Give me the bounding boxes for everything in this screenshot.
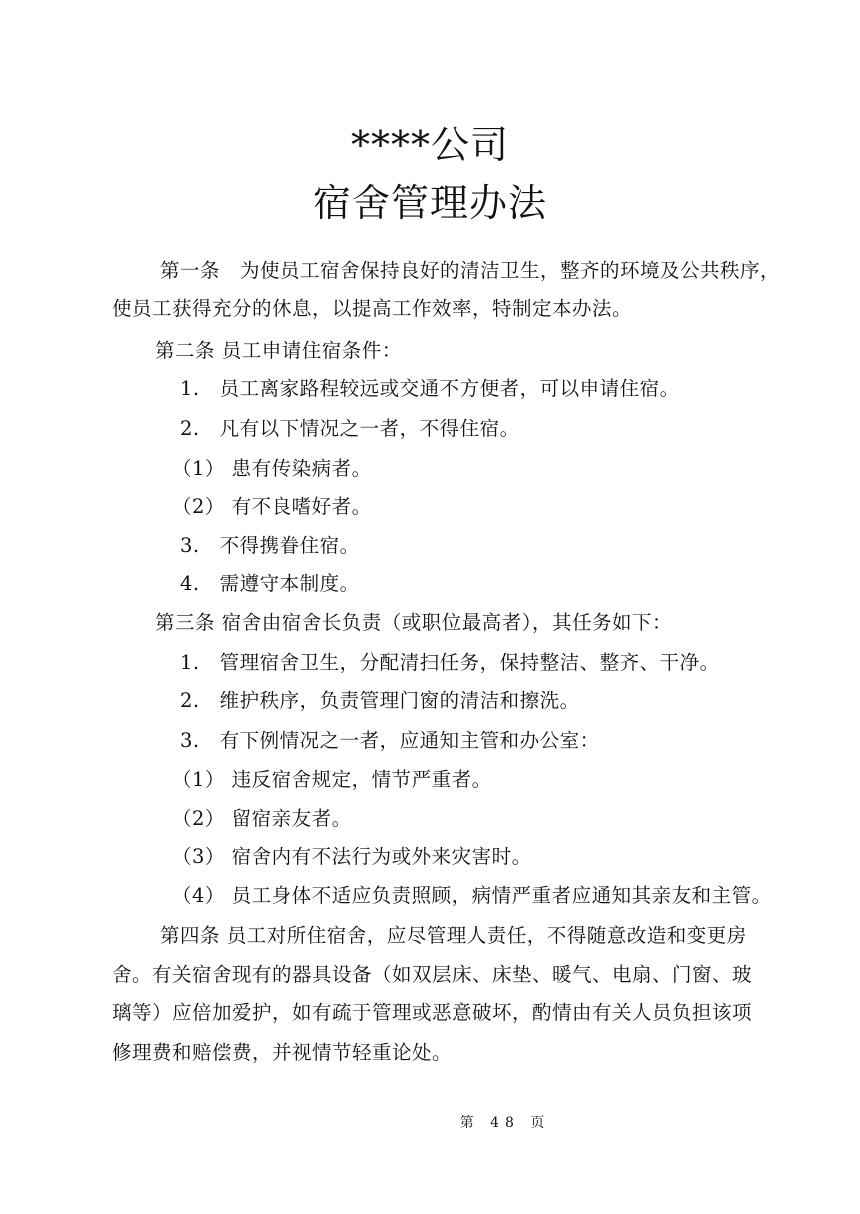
article-3-item-2: 2. 维护秩序，负责管理门窗的清洁和擦洗。	[180, 689, 580, 712]
article-3-subitem-1: （1） 违反宿舍规定，情节严重者。	[172, 768, 492, 791]
article-2-item-2: 2. 凡有以下情况之一者，不得住宿。	[180, 417, 520, 440]
article-4-line-4: 修理费和赔偿费，并视情节轻重论处。	[112, 1041, 453, 1064]
company-title: ****公司	[350, 123, 509, 167]
article-3-item-1: 1. 管理宿舍卫生，分配清扫任务，保持整洁、整齐、干净。	[180, 651, 720, 674]
page-number: 第 48 页	[459, 1115, 551, 1131]
article-2-item-3: 3. 不得携眷住宿。	[180, 534, 360, 557]
article-2-heading: 第二条 员工申请住宿条件：	[155, 339, 402, 362]
article-3-subitem-2: （2） 留宿亲友者。	[172, 807, 352, 830]
article-4-line-1: 第四条 员工对所住宿舍，应尽管理人责任，不得随意改造和变更房	[160, 924, 747, 947]
article-4-line-2: 舍。有关宿舍现有的器具设备（如双层床、床垫、暖气、电扇、门窗、玻	[112, 963, 753, 986]
article-4-line-3: 璃等）应倍加爱护，如有疏于管理或恶意破坏，酌情由有关人员负担该项	[112, 1001, 753, 1024]
article-1-line-2: 使员工获得充分的休息，以提高工作效率，特制定本办法。	[112, 297, 633, 320]
article-2-item-1: 1. 员工离家路程较远或交通不方便者，可以申请住宿。	[180, 377, 680, 400]
article-3-item-3: 3. 有下例情况之一者，应通知主管和办公室：	[180, 729, 600, 752]
article-2-subitem-2: （2） 有不良嗜好者。	[172, 495, 372, 518]
document-title: 宿舍管理办法	[312, 181, 547, 225]
article-1-line-1: 第一条 为使员工宿舍保持良好的清洁卫生，整齐的环境及公共秩序，	[160, 259, 781, 282]
article-3-subitem-3: （3） 宿舍内有不法行为或外来灾害时。	[172, 845, 532, 868]
article-2-item-4: 4. 需遵守本制度。	[180, 572, 360, 595]
article-2-subitem-1: （1） 患有传染病者。	[172, 457, 372, 480]
article-3-subitem-4: （4） 员工身体不适应负责照顾，病情严重者应通知其亲友和主管。	[172, 884, 772, 907]
article-3-heading: 第三条 宿舍由宿舍长负责（或职位最高者），其任务如下：	[155, 611, 672, 634]
